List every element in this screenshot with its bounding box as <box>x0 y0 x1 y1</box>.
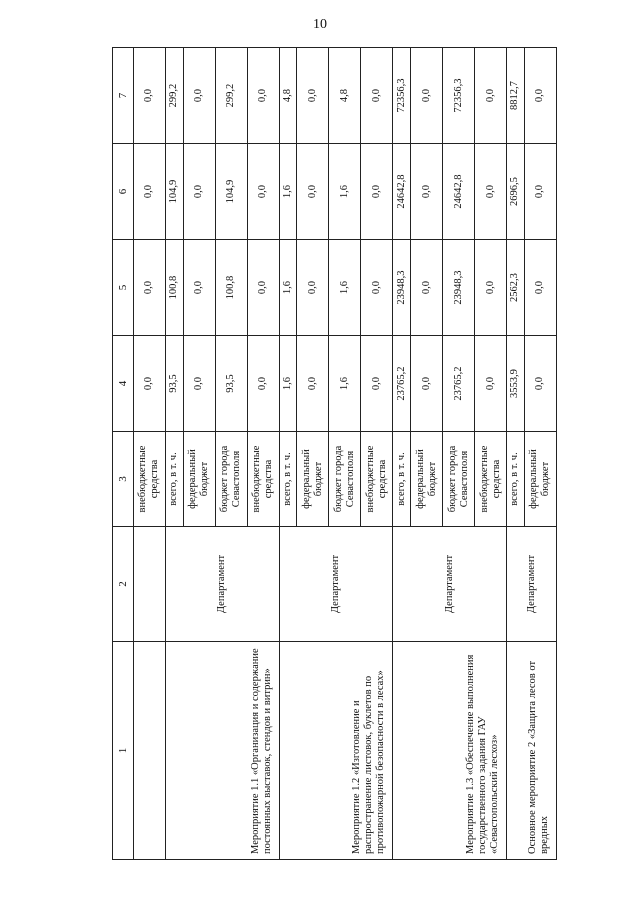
value-year-3: 0,0 <box>361 144 393 240</box>
activity-title: Мероприятие 1.1 «Организация и содержание постоянных выставок, стендов и витрин» <box>165 642 279 860</box>
funding-source: федеральный бюджет <box>183 432 215 527</box>
funding-source: федеральный бюджет <box>297 432 329 527</box>
value-year-1: 0,0 <box>411 336 443 432</box>
funding-source: бюджет города Севастополя <box>329 432 361 527</box>
value-year-2: 0,0 <box>361 240 393 336</box>
value-year-2: 1,6 <box>279 240 297 336</box>
funding-source: бюджет города Севастополя <box>215 432 247 527</box>
column-header: 7 <box>113 48 134 144</box>
value-total: 72356,3 <box>443 48 475 144</box>
value-year-3: 104,9 <box>215 144 247 240</box>
value-year-1: 1,6 <box>329 336 361 432</box>
value-year-1: 0,0 <box>361 336 393 432</box>
value-total: 0,0 <box>297 48 329 144</box>
activity-title: Основное мероприятие 2 «Защита лесов от вредных <box>507 642 557 860</box>
column-header: 2 <box>113 527 134 642</box>
value-total: 0,0 <box>134 48 166 144</box>
executor: Департамент <box>507 527 557 642</box>
value-year-2: 0,0 <box>134 240 166 336</box>
column-header: 6 <box>113 144 134 240</box>
column-header: 4 <box>113 336 134 432</box>
value-total: 4,8 <box>279 48 297 144</box>
cell-empty <box>134 527 166 642</box>
value-year-3: 1,6 <box>279 144 297 240</box>
value-year-1: 0,0 <box>475 336 507 432</box>
executor: Департамент <box>165 527 279 642</box>
column-header: 5 <box>113 240 134 336</box>
value-year-2: 0,0 <box>524 240 556 336</box>
value-year-2: 0,0 <box>475 240 507 336</box>
value-year-3: 0,0 <box>183 144 215 240</box>
value-year-1: 1,6 <box>279 336 297 432</box>
value-total: 299,2 <box>215 48 247 144</box>
funding-source: внебюджетные средства <box>361 432 393 527</box>
activity-title: Мероприятие 1.3 «Обеспечение выполнения государственного задания ГАУ «Севастопольский лесхоз» <box>393 642 507 860</box>
value-year-1: 0,0 <box>524 336 556 432</box>
value-year-3: 0,0 <box>247 144 279 240</box>
funding-source: всего, в т. ч. <box>279 432 297 527</box>
funding-source: внебюджетные средства <box>247 432 279 527</box>
funding-source: бюджет города Севастополя <box>443 432 475 527</box>
value-year-2: 23948,3 <box>443 240 475 336</box>
funding-source: федеральный бюджет <box>524 432 556 527</box>
value-total: 0,0 <box>247 48 279 144</box>
value-total: 0,0 <box>361 48 393 144</box>
funding-source: федеральный бюджет <box>411 432 443 527</box>
value-year-3: 1,6 <box>329 144 361 240</box>
cell-empty <box>134 642 166 860</box>
table-row <box>393 48 411 860</box>
value-year-2: 0,0 <box>411 240 443 336</box>
executor: Департамент <box>393 527 507 642</box>
value-total: 0,0 <box>183 48 215 144</box>
value-year-1: 3553,9 <box>507 336 525 432</box>
table-row <box>507 48 525 860</box>
value-total: 0,0 <box>475 48 507 144</box>
value-year-1: 93,5 <box>165 336 183 432</box>
value-total: 0,0 <box>524 48 556 144</box>
value-year-3: 104,9 <box>165 144 183 240</box>
value-year-2: 0,0 <box>183 240 215 336</box>
header-row <box>113 48 134 860</box>
value-year-3: 24642,8 <box>443 144 475 240</box>
value-year-3: 0,0 <box>411 144 443 240</box>
budget-table-rotated <box>112 48 557 860</box>
value-year-3: 0,0 <box>475 144 507 240</box>
value-year-1: 0,0 <box>297 336 329 432</box>
value-year-2: 0,0 <box>247 240 279 336</box>
value-total: 72356,3 <box>393 48 411 144</box>
funding-source: всего, в т. ч. <box>507 432 525 527</box>
value-total: 8812,7 <box>507 48 525 144</box>
value-year-2: 100,8 <box>215 240 247 336</box>
budget-table <box>112 47 557 860</box>
funding-source: всего, в т. ч. <box>393 432 411 527</box>
value-year-1: 23765,2 <box>443 336 475 432</box>
table-row <box>279 48 297 860</box>
value-year-3: 0,0 <box>134 144 166 240</box>
value-year-1: 0,0 <box>183 336 215 432</box>
value-year-1: 93,5 <box>215 336 247 432</box>
executor: Департамент <box>279 527 393 642</box>
value-year-1: 0,0 <box>247 336 279 432</box>
value-year-3: 2696,5 <box>507 144 525 240</box>
value-total: 0,0 <box>411 48 443 144</box>
value-year-3: 0,0 <box>524 144 556 240</box>
column-header: 1 <box>113 642 134 860</box>
value-year-1: 0,0 <box>134 336 166 432</box>
page-number: 10 <box>313 17 327 32</box>
column-header: 3 <box>113 432 134 527</box>
value-year-3: 24642,8 <box>393 144 411 240</box>
funding-source: внебюджетные средства <box>134 432 166 527</box>
value-year-2: 2562,3 <box>507 240 525 336</box>
activity-title: Мероприятие 1.2 «Изготовление и распространение листовок, буклетов по противопожарной безопасности в лесах» <box>279 642 393 860</box>
value-total: 299,2 <box>165 48 183 144</box>
value-year-2: 100,8 <box>165 240 183 336</box>
value-total: 4,8 <box>329 48 361 144</box>
value-year-2: 0,0 <box>297 240 329 336</box>
value-year-2: 23948,3 <box>393 240 411 336</box>
value-year-3: 0,0 <box>297 144 329 240</box>
value-year-2: 1,6 <box>329 240 361 336</box>
table-row <box>134 48 166 860</box>
funding-source: внебюджетные средства <box>475 432 507 527</box>
funding-source: всего, в т. ч. <box>165 432 183 527</box>
value-year-1: 23765,2 <box>393 336 411 432</box>
table-row <box>165 48 183 860</box>
